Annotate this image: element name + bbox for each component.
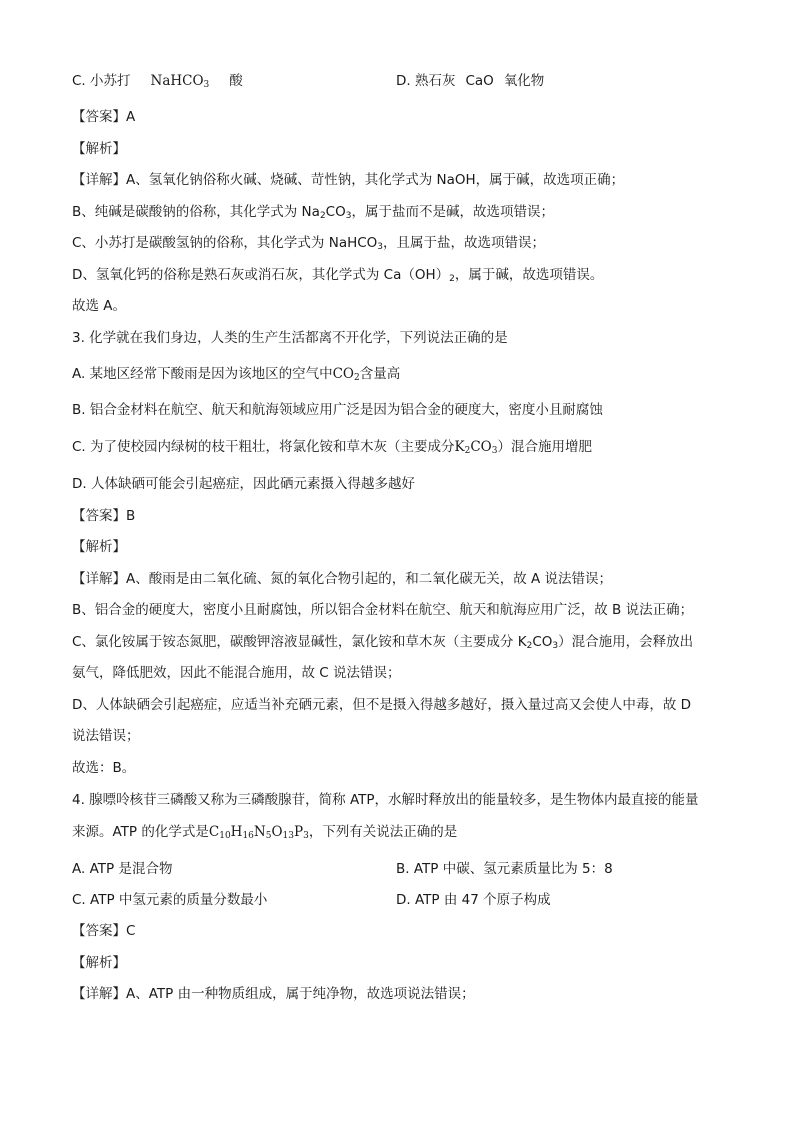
q2-detail-d: D、氢氧化钙的俗称是熟石灰或消石灰，其化学式为 $Ca(OH)_2$，属于碱，故选项错误。 [72,267,604,284]
q3-stem: 3. 化学就在我们身边，人类的生产生活都离不开化学，下列说法正确的是 [72,330,508,346]
q3-detail-d-line1: D、人体缺硒会引起癌症，应适当补充硒元素，但不是摄入得越多越好，摄入量过高又会使人中毒，故 D [72,697,692,713]
q4-stem-line2: 来源。ATP 的化学式是$C_{10}H_{16}N_5O_{13}P_3$，下列有关说法正确的是 [72,824,458,841]
q2-analysis-label: 【解析】 [72,141,126,157]
q4-analysis-label: 【解析】 [72,955,126,971]
q3-detail-b: B、铝合金的硬度大，密度小且耐腐蚀，所以铝合金材料在航空、航天和航海应用广泛，故 B 说法正确； [72,602,694,618]
q3-option-b: B. 铝合金材料在航空、航天和航海领域应用广泛是因为铝合金的硬度大，密度小且耐腐蚀 [72,402,603,418]
q3-detail-c-line2: 氨气，降低肥效，因此不能混合施用，故 C 说法错误； [72,665,401,681]
q2-conclusion: 故选 A。 [72,298,127,314]
q2-detail-a: 【详解】A、氢氧化钠俗称火碱、烧碱、苛性钠，其化学式为 NaOH，属于碱，故选项正确； [72,172,625,188]
q3-detail-a: 【详解】A、酸雨是由二氧化硫、氮的氧化合物引起的，和二氧化碳无关，故 A 说法错误； [72,571,613,587]
q3-option-d: D. 人体缺硒可能会引起癌症，因此硒元素摄入得越多越好 [72,476,415,492]
q4-option-d: D. ATP 由 47 个原子构成 [396,892,551,908]
q4-answer: 【答案】C [72,923,136,939]
q3-detail-c-line1: C、氯化铵属于铵态氮肥，碳酸钾溶液显碱性，氯化铵和草木灰（主要成分 $K_2CO_3$）混合施用，会释放出 [72,634,694,651]
q3-analysis-label: 【解析】 [72,539,126,555]
q3-detail-d-line2: 说法错误； [72,728,140,744]
q2-option-d: D. 熟石灰 CaO 氧化物 [396,73,545,89]
q4-option-b: B. ATP 中碳、氢元素质量比为 5：8 [396,861,613,877]
q3-option-c: C. 为了使校园内绿树的枝干粗壮，将氯化铵和草木灰（主要成分$K_2CO_3$）混合施用增肥 [72,439,592,456]
q2-detail-c: C、小苏打是碳酸氢钠的俗称，其化学式为 NaHCO$_3$，且属于盐，故选项错误； [72,235,546,252]
q4-stem-line1: 4. 腺嘌呤核苷三磷酸又称为三磷酸腺苷，简称 ATP，水解时释放出的能量较多，是生物体内最直接的能量 [72,792,699,808]
q3-option-a: A. 某地区经常下酸雨是因为该地区的空气中$CO_2$含量高 [72,366,401,383]
q3-answer: 【答案】B [72,508,136,524]
q3-conclusion: 故选：B。 [72,760,136,776]
q2-answer: 【答案】A [72,109,136,125]
q2-option-c: C. 小苏打 NaHCO$_3$ 酸 [72,73,243,90]
q4-option-c: C. ATP 中氢元素的质量分数最小 [72,892,268,908]
q4-option-a: A. ATP 是混合物 [72,861,173,877]
q4-detail-a: 【详解】A、ATP 由一种物质组成，属于纯净物，故选项说法错误； [72,986,475,1002]
q2-detail-b: B、纯碱是碳酸钠的俗称，其化学式为 $Na_2CO_3$，属于盐而不是碱，故选项错误； [72,204,554,221]
